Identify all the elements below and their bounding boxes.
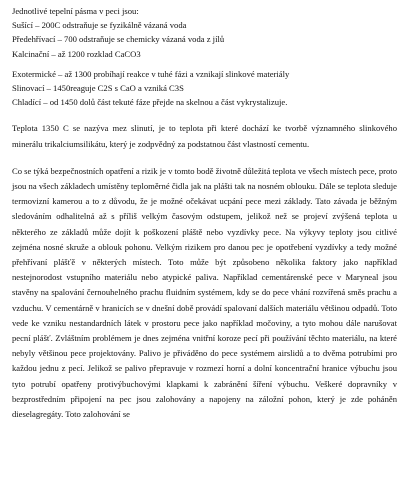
paragraph-safety-risks: Co se týká bezpečnostních opatření a rizik je v tomto bodě životně důležitá teplota ve všech místech pece, proto jsou na všech základech umístěny teploměrné čidla jak na plášti tak na nosném oblouku. Dále se teplota sleduje termovizní kamerou a to z důvodu, že je možné očekávat ucpání pece mezi základy. Tato závada je běžným sledováním odhalitelná až s příliš velkým časovým odstupem, jelikož než se projeví zvýšená teplota u některého ze základů může dojít k poškození pláště nebo vyzdívky pece. Na výkyvy teploty jsou citlivé zejména nosné skruže a oblouk pohonu. Velkým rizikem pro danou pec je opotřebení vyzdívky a tedy možné přehřívaní plášťě v některých místech. Toto může být způsobeno několika faktory jako například nestejnorodost vstupního materiálu nebo atypické paliva. Například cementárenské pece v Maryneal jsou stavěny na spalování černouhelného prachu fluidním systémem, kdy se do pece vhání rozvířená směs prachu a vzduchu. V cementárně v hranicích se v dnešní době provádí spalovaní dalších materiálu většinou odpadů. Toto vede ke vzniku nestandardních látek v prostoru pece jako například močoviny, a tyto mohou dále narušovat pecní plášť. Zvláštním problémem je dnes zejména vnitřní koroze pecí při používání těchto materiálu, na které nebyly většinou pece projektovány. Palivo je přiváděno do pece systémem airslidů a to dvěma potrubími pro každou jednu z pecí. Jelikož se palivo přepravuje v rozmezí horní a dolní koncentrační hranice výbuchu jsou tyto potrubí opatřeny protivýbuchovými klapkami k zabránění šíření výbuchu. Veškeré dopravníky v bezprostředním připojení na pec jsou zalohovány a napojeny na záložní pohon, který je zde poháněn dieselagregáty. Toto zalohování se — [12, 165, 397, 420]
zones-heading: Jednotlivé tepelní pásma v peci jsou: — [12, 6, 139, 16]
zone-item-drying: Sušící – 200C odstraňuje se fyzikálně vázaná voda — [12, 20, 187, 31]
zone-item-calcination: Kalcinační – až 1200 rozklad CaCO3 — [12, 48, 141, 59]
zone-item-exothermic: Exotermické – až 1300 probíhají reakce v tuhé fázi a vznikají slinkové materiály — [12, 68, 290, 79]
temperature-zones-list — [12, 4, 397, 109]
zone-item-preheating: Předehřívací – 700 odstraňuje se chemicky vázaná voda z jílů — [12, 34, 225, 45]
document-page — [12, 4, 397, 422]
zone-item-sintering: Slinovací – 1450reaguje C2S s CaO a vzniká C3S — [12, 83, 184, 94]
zone-item-cooling: Chladící – od 1450 dolů část tekuté fáze přejde na skelnou a část vykrystalizuje. — [12, 97, 288, 108]
paragraph-sintering-limit: Teplota 1350 C se nazýva mez slinutí, je to teplota při které dochází ke tvorbě významného slinkového minerálu trikalciumsilikátu, který je zodpvědný za podstatnou část vlastností cementu. — [12, 123, 397, 149]
